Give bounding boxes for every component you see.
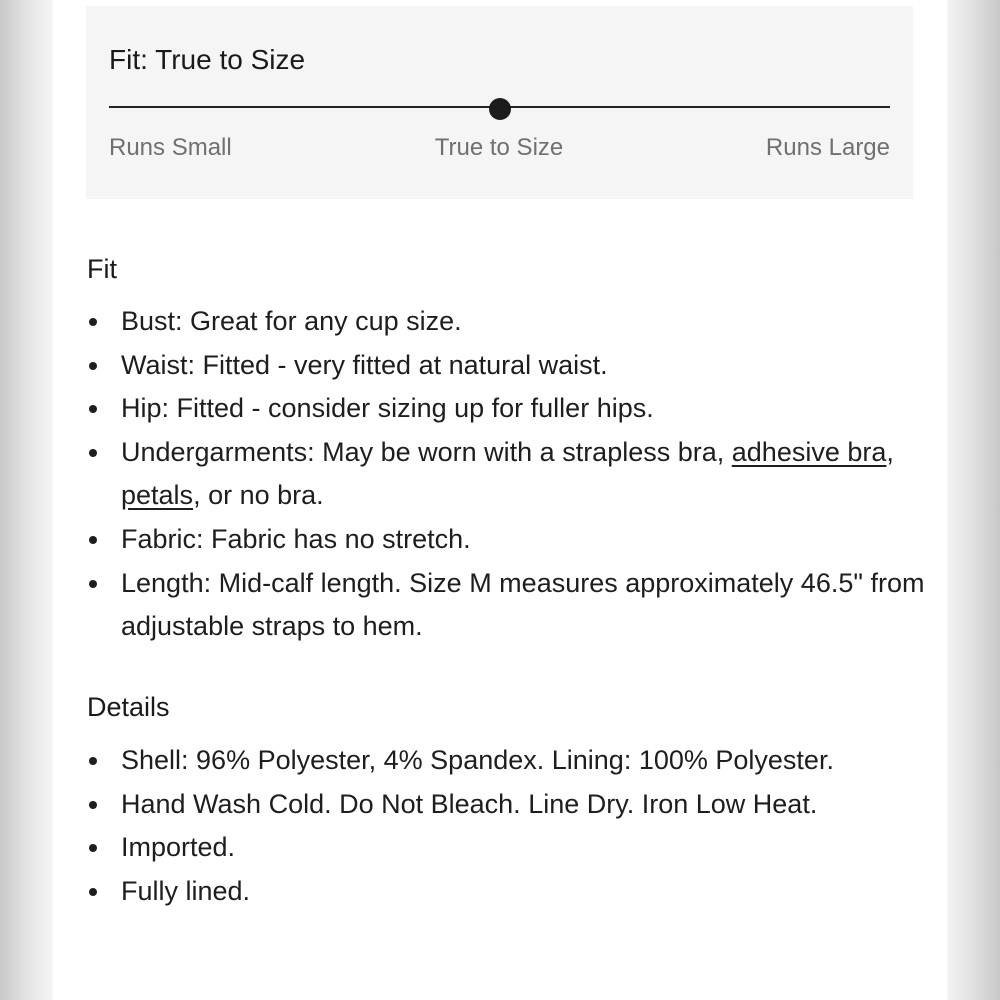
product-details-page	[53, 0, 947, 1000]
list-item-material: Shell: 96% Polyester, 4% Spandex. Lining: 100% Polyester.	[87, 739, 927, 783]
scale-label-runs-small: Runs Small	[109, 134, 232, 161]
fit-scale-card	[86, 6, 913, 199]
scale-label-true-to-size: True to Size	[434, 134, 564, 161]
adhesive-bra-link[interactable]: adhesive bra	[731, 436, 887, 467]
list-item-bust: Bust: Great for any cup size.	[87, 300, 927, 344]
list-item-care: Hand Wash Cold. Do Not Bleach. Line Dry. Iron Low Heat.	[87, 783, 927, 827]
fit-section-heading: Fit	[87, 254, 117, 284]
undergarments-text: Undergarments: May be worn with a strapless bra,	[121, 436, 732, 467]
fit-bullet-list	[87, 300, 927, 649]
list-item-length: Length: Mid-calf length. Size M measures approximately 46.5" from adjustable straps to hem.	[87, 562, 927, 649]
undergarments-suffix: , or no bra.	[193, 480, 324, 511]
list-item-imported: Imported.	[87, 826, 927, 870]
petals-link[interactable]: petals	[121, 480, 194, 511]
undergarments-separator: ,	[886, 436, 894, 467]
details-section-heading: Details	[87, 692, 170, 722]
fit-scale-indicator	[489, 98, 511, 120]
list-item-hip: Hip: Fitted - consider sizing up for fuller hips.	[87, 387, 927, 431]
fit-scale-title: Fit: True to Size	[109, 44, 306, 75]
list-item-lined: Fully lined.	[87, 870, 927, 914]
details-bullet-list	[87, 739, 927, 913]
list-item-waist: Waist: Fitted - very fitted at natural waist.	[87, 344, 927, 388]
list-item-undergarments	[87, 431, 927, 518]
scale-label-runs-large: Runs Large	[765, 134, 890, 161]
list-item-fabric: Fabric: Fabric has no stretch.	[87, 518, 927, 562]
